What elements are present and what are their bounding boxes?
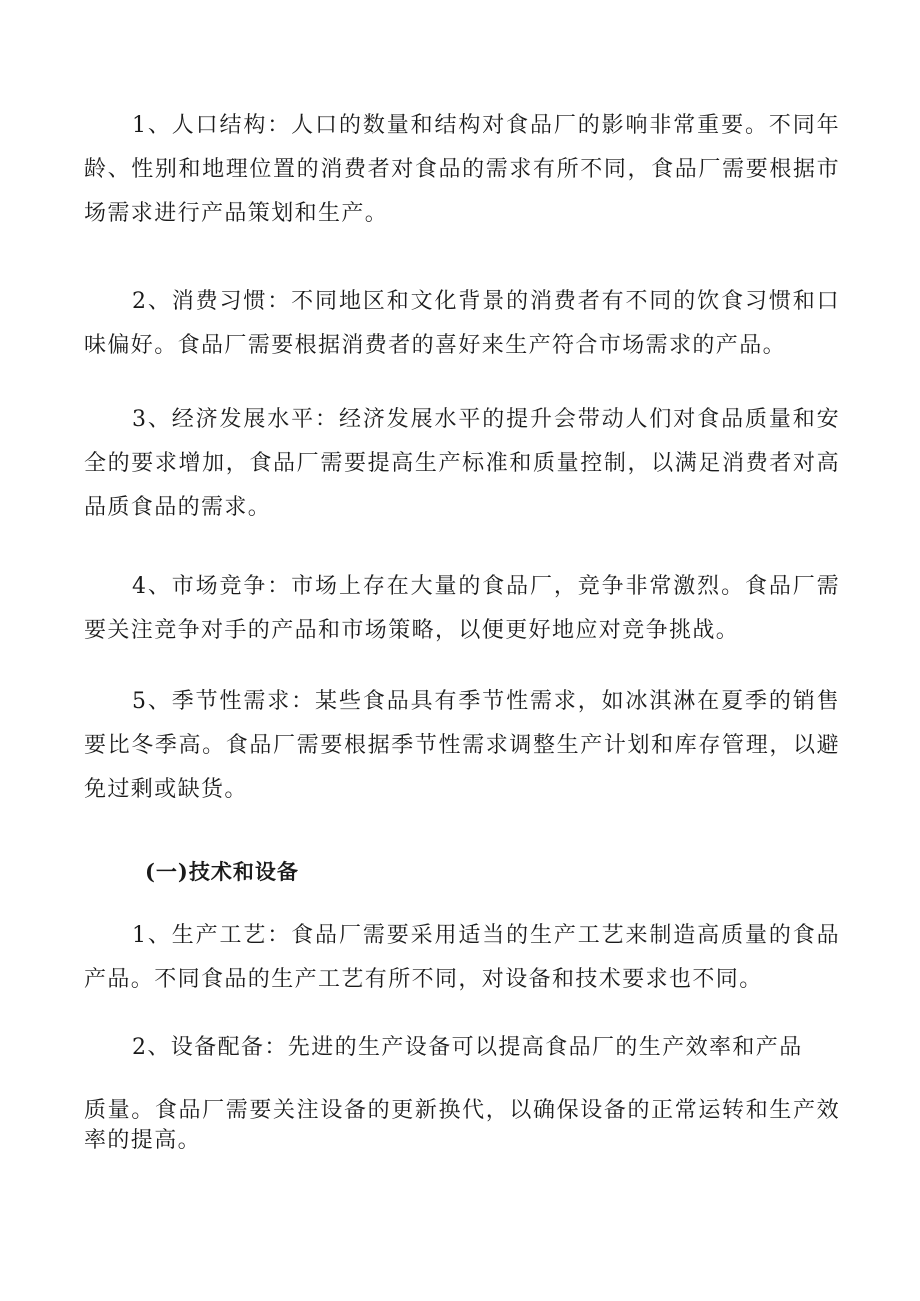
paragraph-economic-development: 3、经济发展水平：经济发展水平的提升会带动人们对食品质量和安全的要求增加，食品厂需要提高生产标准和质量控制，以满足消费者对高品质食品的需求。 — [84, 407, 840, 520]
section-heading-technology-equipment: (一)技术和设备 — [145, 859, 299, 884]
paragraph-consumption-habits: 2、消费习惯：不同地区和文化背景的消费者有不同的饮食习惯和口味偏好。食品厂需要根据消费者的喜好来生产符合市场需求的产品。 — [84, 289, 840, 358]
paragraph-production-process: 1、生产工艺：食品厂需要采用适当的生产工艺来制造高质量的食品产品。不同食品的生产工艺有所不同，对设备和技术要求也不同。 — [84, 923, 840, 992]
paragraph-equipment-line1: 2、设备配备：先进的生产设备可以提高食品厂的生产效率和产品 — [132, 1035, 803, 1060]
paragraph-population-structure: 1、人口结构：人口的数量和结构对食品厂的影响非常重要。不同年龄、性别和地理位置的消费者对食品的需求有所不同，食品厂需要根据市场需求进行产品策划和生产。 — [84, 113, 840, 226]
paragraph-seasonal-demand: 5、季节性需求：某些食品具有季节性需求，如冰淇淋在夏季的销售要比冬季高。食品厂需要根据季节性需求调整生产计划和库存管理，以避免过剩或缺货。 — [84, 689, 840, 802]
paragraph-market-competition: 4、市场竞争：市场上存在大量的食品厂，竞争非常激烈。食品厂需要关注竞争对手的产品和市场策略，以便更好地应对竞争挑战。 — [84, 574, 840, 643]
paragraph-equipment-continued: 质量。食品厂需要关注设备的更新换代，以确保设备的正常运转和生产效率的提高。 — [84, 1098, 840, 1153]
